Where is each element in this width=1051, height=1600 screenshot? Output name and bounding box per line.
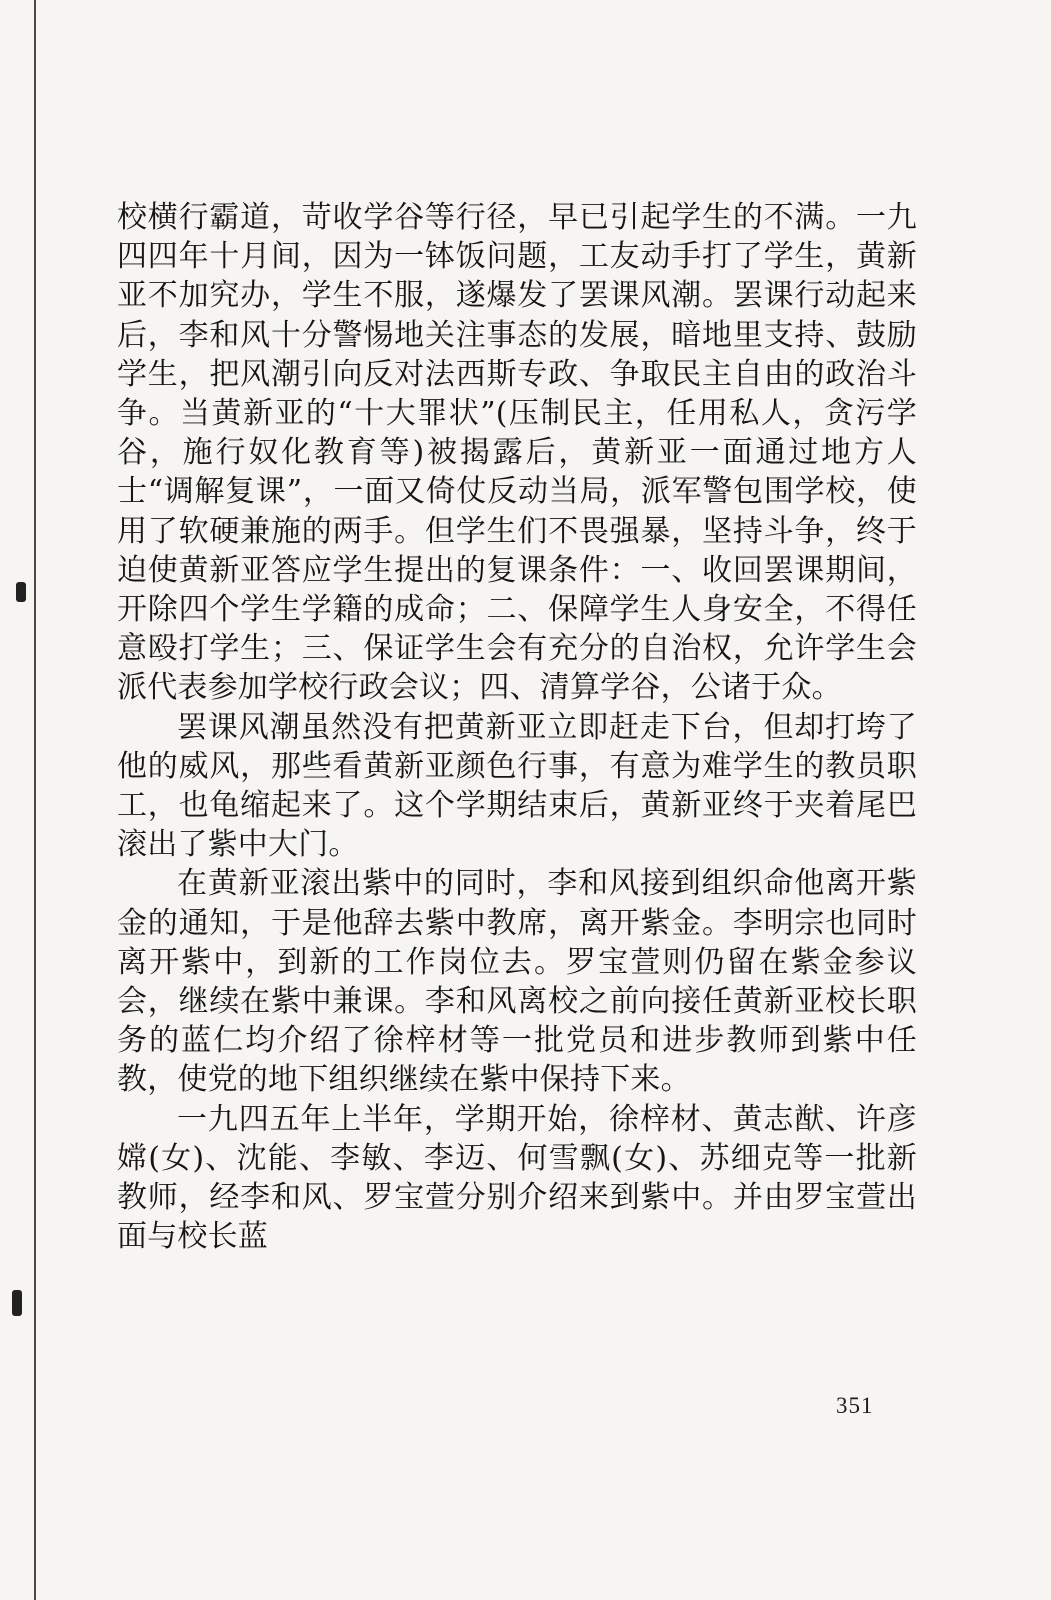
edge-mark [16,582,26,602]
paragraph: 罢课风潮虽然没有把黄新亚立即赶走下台，但却打垮了他的威风，那些看黄新亚颜色行事，有意为难学生的教员职工，也龟缩起来了。这个学期结束后，黄新亚终于夹着尾巴滚出了紫中大门。 [117,709,917,863]
binding-line [34,0,36,1600]
body-text [117,198,917,1256]
edge-mark [12,1290,22,1316]
paragraph: 一九四五年上半年，学期开始，徐梓材、黄志猷、许彦嫦(女)、沈能、李敏、李迈、何雪飘(女)、苏细克等一批新教师，经李和风、罗宝萱分别介绍来到紫中。并由罗宝萱出面与校长蓝 [117,1101,917,1255]
page-number: 351 [836,1393,874,1418]
paragraph-continued: 校横行霸道，苛收学谷等行径，早已引起学生的不满。一九四四年十月间，因为一钵饭问题，工友动手打了学生，黄新亚不加究办，学生不服，遂爆发了罢课风潮。罢课行动起来后，李和风十分警惕地关注事态的发展，暗地里支持、鼓励学生，把风潮引向反对法西斯专政、争取民主自由的政治斗争。当黄新亚的“十大罪状”(压制民主，任用私人，贪污学谷，施行奴化教育等)被揭露后，黄新亚一面通过地方人士“调解复课”，一面又倚仗反动当局，派军警包围学校，使用了软硬兼施的两手。但学生们不畏强暴，坚持斗争，终于迫使黄新亚答应学生提出的复课条件：一、收回罢课期间，开除四个学生学籍的成命；二、保障学生人身安全，不得任意殴打学生；三、保证学生会有充分的自治权，允许学生会派代表参加学校行政会议；四、清算学谷，公诸于众。 [117,200,917,706]
paragraph: 在黄新亚滚出紫中的同时，李和风接到组织命他离开紫金的通知，于是他辞去紫中教席，离开紫金。李明宗也同时离开紫中，到新的工作岗位去。罗宝萱则仍留在紫金参议会，继续在紫中兼课。李和风离校之前向接任黄新亚校长职务的蓝仁均介绍了徐梓材等一批党员和进步教师到紫中任教，使党的地下组织继续在紫中保持下来。 [117,866,917,1098]
